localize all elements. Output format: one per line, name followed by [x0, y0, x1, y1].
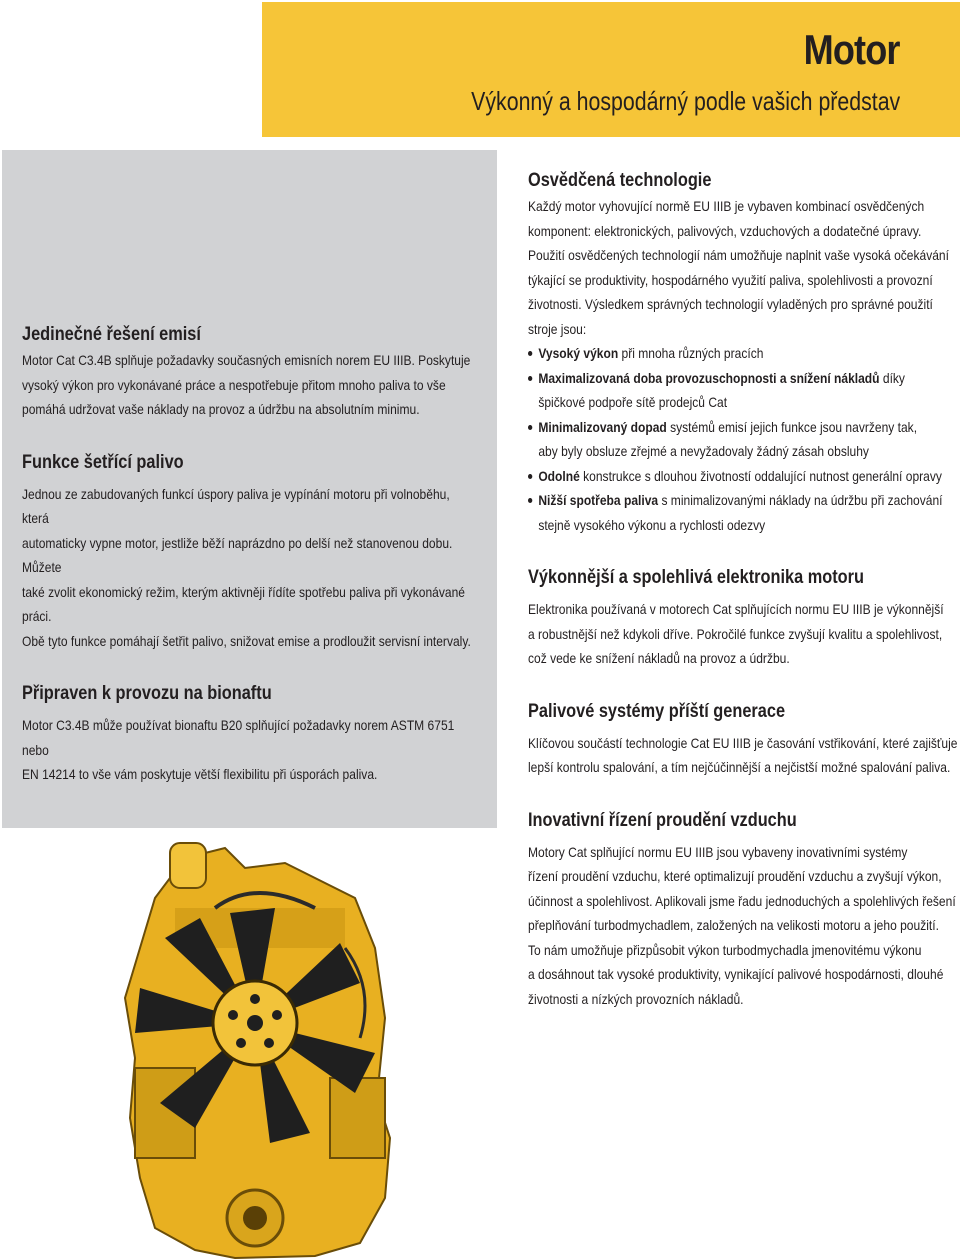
bullet-bold: Vysoký výkon	[538, 345, 619, 361]
text-line: Motory Cat splňující normu EU IIIB jsou vybaveny inovativními systémy	[528, 843, 908, 860]
text-line: lepší kontrolu spalování, a tím nejčúčinnější a nejčistší možné spalování paliva.	[528, 759, 951, 775]
text-line: vysoký výkon pro vykonávané práce a nespotřebuje přitom mnoho paliva to vše	[22, 376, 446, 393]
bullet-text-line2: aby byly obsluze zřejmé a nevyžadovaly žádný zásah obsluhy	[538, 443, 869, 459]
list-item	[528, 341, 960, 366]
text-line: Každý motor vyhovující normě EU IIIB je vybaven kombinací osvědčených	[528, 198, 925, 214]
text-line: automaticky vypne motor, jestliže běží naprázdno po delší než stanovenou dobu. Můžete	[22, 534, 453, 575]
bullet-text-line2: stejně vysokého výkonu a rychlosti odezvy	[538, 516, 766, 533]
bullet-text: konstrukce s dlouhou životností oddalující nutnost generální opravy	[579, 467, 942, 484]
text-line: Motor Cat C3.4B splňuje požadavky současných emisních norem EU IIIB. Poskytuje	[22, 352, 471, 368]
section-heading: Připraven k provozu na bionaftu	[22, 683, 272, 704]
text-line: týkající se produktivity, hospodárného využití paliva, spolehlivosti a provozní	[528, 271, 933, 288]
section-airflow	[528, 808, 960, 1012]
page-subtitle: Výkonný a hospodárný podle vašich představ	[470, 86, 900, 116]
text-line: a dosáhnout tak vysoké produktivity, vynikající palivové hospodárnosti, dlouhé	[528, 966, 944, 982]
text-line: Obě tyto funkce pomáhají šetřit palivo, snižovat emise a prodloužit servisní intervaly.	[22, 632, 471, 649]
list-item	[528, 366, 960, 415]
text-line: Elektronika používaná v motorech Cat splňujících normu EU IIIB je výkonnější	[528, 601, 944, 617]
page-title: Motor	[803, 26, 900, 73]
text-line: Klíčovou součástí technologie Cat EU IIIB je časování vstřikování, které zajišťuje	[528, 734, 958, 751]
text-line: EN 14214 to vše vám poskytuje větší flexibilitu při úsporách paliva.	[22, 766, 378, 782]
text-line: což vede ke snížení nákladů na provoz a údržbu.	[528, 650, 790, 666]
benefits-list	[528, 341, 960, 537]
text-line: a robustnější než kdykoli dříve. Pokročilé funkce zvyšují kvalitu a spolehlivost,	[528, 625, 943, 642]
bullet-text: při mnoha různých pracích	[618, 345, 764, 361]
engine-illustration	[115, 838, 405, 1260]
section-heading: Palivové systémy příští generace	[528, 700, 786, 722]
list-item	[528, 464, 960, 489]
text-line: Použití osvědčených technologií nám umožňuje naplnit vaše vysoká očekávání	[528, 247, 949, 263]
text-line: životnosti a nízkých provozních nákladů.	[528, 990, 744, 1007]
text-line: přeplňování turbodmychadlem, založených na velikosti motoru a jeho použití.	[528, 917, 939, 933]
text-line: životnosti. Výsledkem správných technologií vyladěných pro správné použití	[528, 296, 933, 312]
section-electronics	[528, 565, 960, 671]
text-line: To nám umožňuje přizpůsobit výkon turbodmychadla jmenovitému výkonu	[528, 941, 922, 958]
section-biodiesel	[22, 681, 478, 787]
section-fuel-saving	[22, 450, 478, 654]
text-line: pomáhá udržovat vaše náklady na provoz a údržbu na absolutním minimu.	[22, 401, 420, 417]
text-line: Jednou ze zabudovaných funkcí úspory paliva je vypínání motoru při volnoběhu, která	[22, 485, 450, 526]
list-item	[528, 415, 960, 464]
text-line: také zvolit ekonomický režim, kterým aktivněji řídíte spotřebu paliva při vykonávané práci.	[22, 583, 465, 624]
list-item	[528, 488, 960, 537]
section-fuel-systems	[528, 699, 960, 780]
title-banner	[262, 2, 960, 137]
section-emissions	[22, 322, 478, 422]
section-heading: Osvědčená technologie	[528, 170, 712, 191]
bullet-text: díky	[879, 369, 905, 386]
left-column	[22, 322, 552, 787]
bullet-bold: Maximalizovaná doba provozuschopnosti a snížení nákladů	[538, 369, 880, 386]
text-line: komponent: elektronických, palivových, vzduchových a dodatečné úpravy.	[528, 222, 922, 239]
section-heading: Jedinečné řešení emisí	[22, 324, 201, 345]
bullet-text-line2: špičkové podpoře sítě prodejců Cat	[538, 394, 728, 410]
bullet-bold: Nižší spotřeba paliva	[538, 492, 659, 508]
section-heading: Výkonnější a spolehlivá elektronika motoru	[528, 567, 864, 588]
text-line: stroje jsou:	[528, 320, 587, 337]
bullet-text: systémů emisí jejich funkce jsou navrženy tak,	[666, 418, 918, 435]
section-heading: Funkce šetřící palivo	[22, 451, 184, 473]
bullet-bold: Odolné	[538, 467, 580, 484]
bullet-bold: Minimalizovaný dopad	[538, 418, 667, 435]
text-line: účinnost a spolehlivost. Aplikovali jsme řadu jednoduchých a spolehlivých řešení	[528, 892, 956, 909]
section-heading: Inovativní řízení proudění vzduchu	[528, 809, 797, 831]
bullet-text: s minimalizovanými náklady na údržbu při zachování	[658, 492, 943, 508]
section-proven-technology	[528, 168, 960, 537]
text-line: Motor C3.4B může používat bionaftu B20 splňující požadavky norem ASTM 6751 nebo	[22, 717, 455, 758]
right-column	[528, 168, 960, 1011]
text-line: řízení proudění vzduchu, které optimalizují proudění vzduchu a zvyšují výkon,	[528, 868, 942, 884]
